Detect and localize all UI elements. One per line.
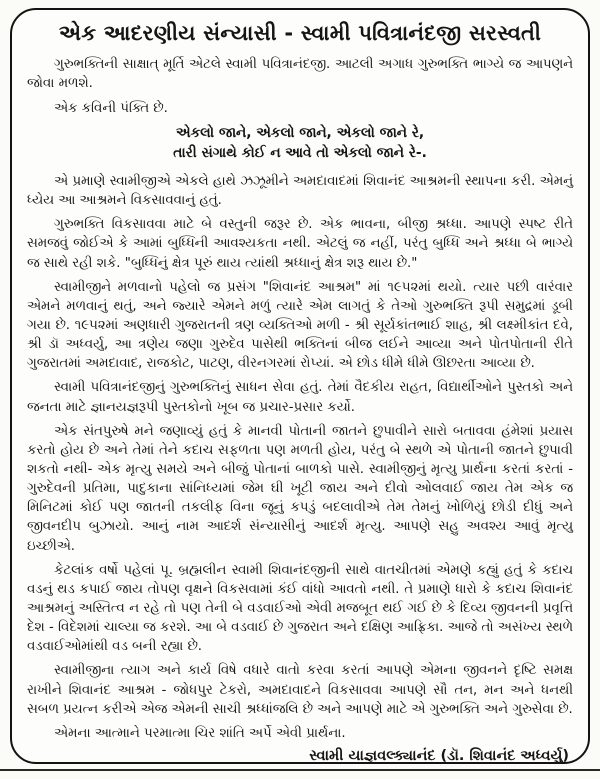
closing-prayer-line: એમના આત્માને પરમાત્મા ચિર શાંતિ અર્પે એવી પ્રાર્થના.: [54, 725, 346, 741]
poem-line: તારી સંગાથે કોઈ ન આવે તો એકલો જાને રે-.: [173, 145, 427, 162]
scan-edge-line: [0, 769, 600, 771]
body-paragraph: સ્વામી પવિત્રાનંદજીનું ગુરુભક્તિનું સાધન સેવા હતું. તેમાં વૈદકીય રાહત, વિદ્યાર્થીઓને પુસ્તકો અને જનતા માટે જ્ઞાનયજ્ઞરૂપી પુસ્તકોનો ખૂબ જ પ્રચાર-પ્રસાર કર્યો.: [27, 380, 573, 415]
body-paragraph: એ પ્રમાણે સ્વામીજીએ એકલે હાથે ઝઝૂમીને અમદાવાદમાં શિવાનંદ આશ્રમની સ્થાપના કરી. એમનું ધ્યેય આ આશ્રમને વિકસાવવાનું હતું.: [27, 174, 573, 209]
document-title: એક આદરણીય સંન્યાસી - સ્વામી પવિત્રાનંદજી સરસ્વતી: [58, 21, 542, 45]
document-border-frame: [10, 8, 590, 764]
poem-line: એકલો જાને, એકલો જાને, એકલો જાને રે,: [175, 124, 425, 141]
poem-intro-line: એક કવિની પંક્તિ છે.: [54, 100, 168, 116]
intro-paragraph: ગુરુભક્તિની સાક્ષાત્ મૂર્તિ એટલે સ્વામી પવિત્રાનંદજી. આટલી અગાધ ગુરુભક્તિ ભાગ્યે જ આપણને જોવા મળશે.: [27, 57, 573, 92]
body-paragraph: સ્વામીજીને મળવાનો પહેલો જ પ્રસંગ "શિવાનંદ આશ્રમ" માં ૧૯૫૨માં થયો. ત્યાર પછી વારંવાર એમને મળવાનું થતું, અને જ્યારે એમને મળું ત્યારે એમ લાગતું કે તેઓ ગુરુભક્તિ રૂપી સમુદ્રમાં ડૂબી ગયા છે. ૧૯૫૨માં અણધારી ગુજરાતની ત્રણ વ્યક્તિઓ મળી - શ્રી સૂર્યકાંતભાઈ શાહ, શ્રી લક્ષ્મીકાંત દવે, શ્રી ડૉ અધ્વર્યુ, આ ત્રણેય જણા ગુરુદેવ પાસેથી ભક્તિનાં બીજ લઈને આવ્યા અને પોતપોતાની રીતે ગુજરાતમાં અમદાવાદ, રાજકોટ, પાટણ, વીરનગરમાં રોપ્યાં. એ છોડ ધીમે ધીમે ઊછરતા આવ્યા છે.: [27, 279, 573, 372]
body-paragraph: એક સંતપુરુષે મને જણાવ્યું હતું કે માનવી પોતાની જાતને છુપાવીને સારો બતાવવા હંમેશાં પ્રયાસ કરતો હોય છે અને તેમાં તેને કદાચ સફળતા પણ મળતી હોય, પરંતુ બે સ્થળે એ પોતાની જાતને છુપાવી શકતો નથી- એક મૃત્યુ સમયે અને બીજું પોતાનાં બાળકો પાસે. સ્વામીજીનું મૃત્યુ પ્રાર્થના કરતાં કરતાં - ગુરુદેવની પ્રતિમા, પાદુકાના સાંનિધ્યમાં જેમ ઘી ખૂટી જાય અને દીવો ઓલવાઈ જાય તેમ એક જ મિનિટમાં કોઈ પણ જાતની તકલીફ વિના જૂનું કપડું બદલાવીએ તેમ તેમનું ખોળિયું છોડી દીધું અને જીવનદીપ બુઝાયો. આનું નામ આદર્શ સંન્યાસીનું આદર્શ મૃત્યુ. આપણે સહુ અવશ્ય આવું મૃત્યુ ઇચ્છીએ.: [27, 423, 573, 554]
author-signature: સ્વામી યાજ્ઞવલ્ક્યાનંદ (ડૉ. શિવાનંદ અધ્વર્યુ): [309, 747, 569, 764]
poem-couplet: [27, 123, 573, 164]
body-paragraph: સ્વામીજીના ત્યાગ અને કાર્ય વિષે વધારે વાતો કરવા કરતાં આપણે એમના જીવનને દૃષ્ટિ સમક્ષ રાખીને શિવાનંદ આશ્રમ - જોધપુર ટેકરો, અમદાવાદને વિકસાવવા આપણે સૌ તન, મન અને ધનથી સબળ પ્રયત્ન કરીએ એજ એમની સાચી શ્રધ્ધાંજલિ છે અને આપણે માટે એ ગુરુભક્તિ અને ગુરુસેવા છે.: [27, 663, 573, 717]
body-paragraph: કેટલાંક વર્ષો પહેલાં પૂ. બ્રહ્મલીન સ્વામી શિવાનંદજીની સાથે વાતચીતમાં એમણે કહ્યું હતું કે કદાચ વડનું થડ કપાઈ જાય તોપણ વૃક્ષને વિકસવામાં કંઈ વાંધો આવતો નથી. તે પ્રમાણે ધારો કે કદાચ શિવાનંદ આશ્રમનું અસ્તિત્વ ન રહે તો પણ તેની બે વડવાઈઓ એવી મજબૂત થઈ ગઈ છે કે દિવ્ય જીવનની પ્રવૃત્તિ દેશ - વિદેશમાં ચાલ્યા જ કરશે. આ બે વડવાઈ છે ગુજરાત અને દક્ષિણ આફ્રિકા. આજે તો અસંખ્ય સ્થળે વડવાઈઓમાંથી વડ બની રહ્યા છે.: [27, 562, 573, 655]
body-paragraph: ગુરુભક્તિ વિકસાવવા માટે બે વસ્તુની જરૂર છે. એક ભાવના, બીજી શ્રધ્ધા. આપણે સ્પષ્ટ રીતે સમજવું જોઈએ કે આમાં બુધ્ધિની આવશ્યકતા નથી. એટલું જ નહીં, પરંતુ બુધ્ધિ અને શ્રધ્ધા બે ભાગ્યે જ સાથે રહી શકે. "બુધ્ધિનું ક્ષેત્ર પૂરું થાય ત્યાંથી શ્રધ્ધાનું ક્ષેત્ર શરૂ થાય છે.": [27, 217, 573, 271]
